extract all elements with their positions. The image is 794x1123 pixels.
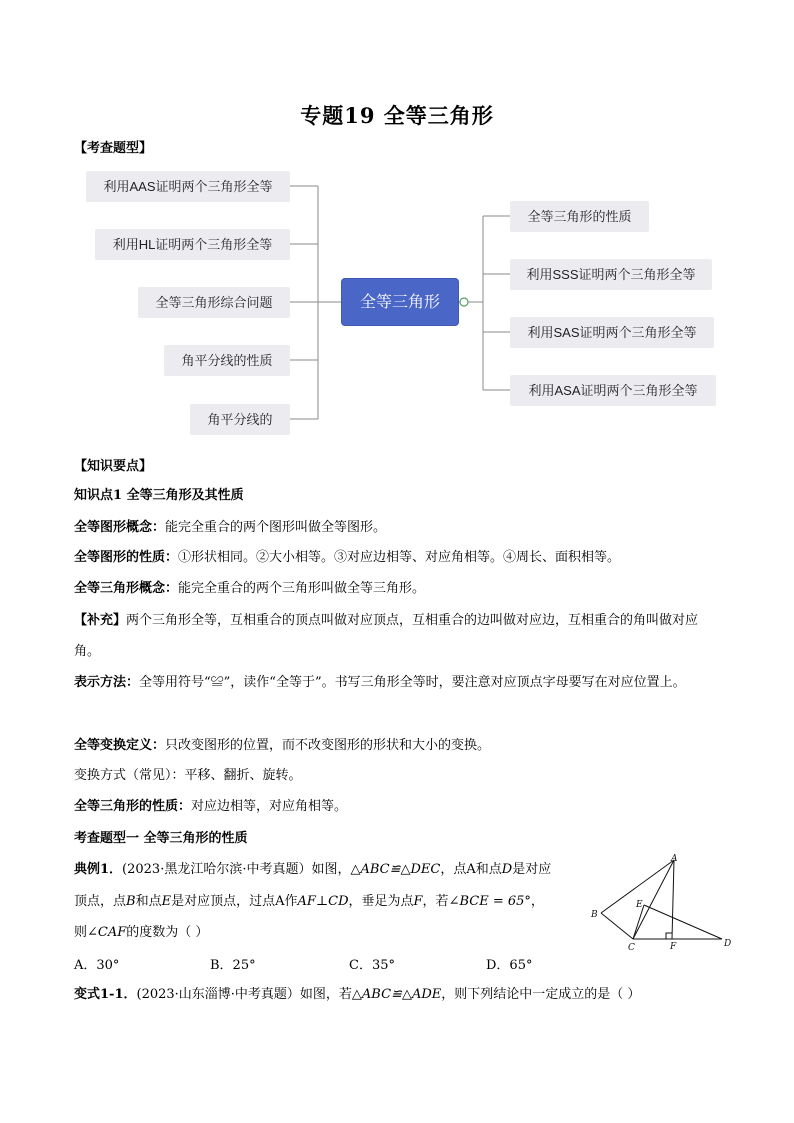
option-d: D．65° (486, 958, 533, 973)
mindmap-node-left-5: 角平分线的 (190, 404, 290, 435)
figure-label-d: D (724, 939, 732, 949)
page-title: 专题19 全等三角形 (300, 103, 494, 128)
concept-congruent-triangles: 全等三角形概念：能完全重合的两个三角形叫做全等三角形。 (74, 581, 426, 596)
mindmap-center-node: 全等三角形 (341, 278, 459, 326)
mindmap-node-left-3: 全等三角形综合问题 (138, 287, 290, 318)
properties-congruent-figures: 全等图形的性质：①形状相同。②大小相等。③对应边相等、对应角相等。④周长、面积相等。 (74, 550, 621, 565)
congruent-transformation-definition: 全等变换定义：只改变图形的位置，而不改变图形的形状和大小的变换。 (74, 738, 491, 753)
mindmap-node-right-1: 全等三角形的性质 (510, 201, 649, 232)
section-heading-types: 【考查题型】 (74, 141, 153, 156)
mindmap-node-left-1: 利用AAS证明两个三角形全等 (86, 171, 290, 202)
notation-paragraph: 表示方法：全等用符号“≌”，读作“全等于”。书写三角形全等时，要注意对应顶点字母要写在对应位置上。 (74, 675, 686, 690)
figure-label-e: E (636, 900, 643, 910)
figure-label-f: F (670, 942, 677, 952)
example-line-2: 顶点，点B和点E是对应顶点，过点A作AF⊥CD，垂足为点F，若∠BCE = 65°， (74, 894, 544, 909)
transformation-methods: 变换方式（常见）：平移、翻折、旋转。 (74, 768, 302, 783)
figure-label-a: A (671, 854, 678, 864)
collapse-toggle-icon (460, 298, 468, 306)
figure-label-c: C (628, 943, 635, 952)
mindmap (0, 160, 794, 450)
option-a: A．30° (74, 958, 120, 973)
mindmap-node-left-4: 角平分线的性质 (164, 345, 290, 376)
mindmap-node-right-4: 利用ASA证明两个三角形全等 (510, 375, 716, 406)
question-type-title: 考查题型一 全等三角形的性质 (74, 831, 248, 846)
option-b: B．25° (210, 958, 256, 973)
mindmap-node-left-2: 利用HL证明两个三角形全等 (95, 229, 290, 260)
triangle-figure (586, 852, 736, 952)
figure-label-b: B (591, 910, 598, 920)
section-heading-knowledge: 【知识要点】 (74, 459, 153, 474)
variant-question: 变式1-1．(2023·山东淄博·中考真题）如图，若△ABC≌△ADE，则下列结论中一定成立的是（ ） (74, 987, 641, 1002)
congruent-triangle-properties: 全等三角形的性质：对应边相等，对应角相等。 (74, 799, 348, 814)
example-line-3: 则∠CAF的度数为（ ） (74, 925, 209, 940)
option-c: C．35° (349, 958, 395, 973)
mindmap-node-right-2: 利用SSS证明两个三角形全等 (510, 259, 712, 290)
concept-congruent-figures: 全等图形概念：能完全重合的两个图形叫做全等图形。 (74, 520, 387, 535)
knowledge-point-title: 知识点1 全等三角形及其性质 (74, 488, 244, 503)
mindmap-node-right-3: 利用SAS证明两个三角形全等 (510, 317, 714, 348)
example-line-1: 典例1．(2023·黑龙江哈尔滨·中考真题）如图，△ABC≌△DEC，点A和点D是对应 (74, 862, 552, 877)
supplement-paragraph: 【补充】两个三角形全等，互相重合的顶点叫做对应顶点，互相重合的边叫做对应边，互相重合的角叫做对应角。 (74, 613, 699, 659)
